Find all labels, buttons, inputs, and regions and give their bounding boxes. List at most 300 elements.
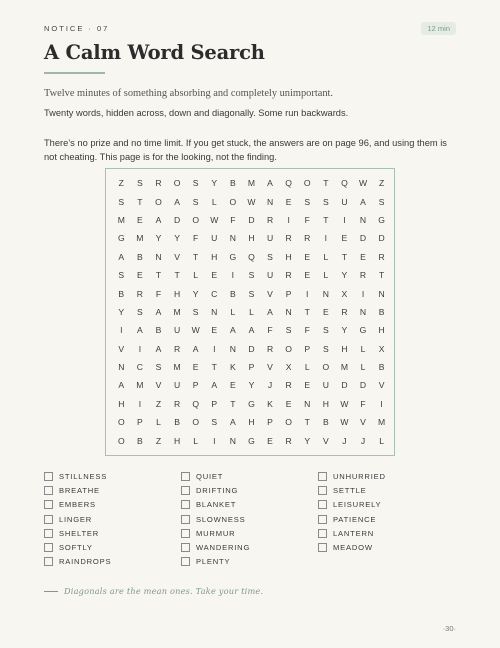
grid-letter[interactable]: N — [211, 306, 218, 317]
grid-letter[interactable]: A — [267, 306, 273, 317]
grid-letter[interactable]: B — [322, 417, 329, 428]
grid-letter[interactable]: P — [267, 417, 273, 428]
grid-letter[interactable]: N — [285, 306, 292, 317]
grid-letter[interactable]: D — [248, 214, 255, 225]
grid-letter[interactable]: D — [359, 233, 367, 244]
grid-letter[interactable]: G — [378, 214, 385, 225]
grid-letter[interactable]: F — [304, 325, 310, 336]
grid-letter[interactable]: O — [322, 362, 330, 373]
grid-letter[interactable]: E — [322, 306, 329, 317]
word-checkbox[interactable] — [181, 543, 190, 552]
grid-letter[interactable]: R — [155, 178, 162, 189]
grid-letter[interactable]: N — [322, 288, 329, 299]
grid-letter[interactable]: B — [137, 435, 143, 446]
grid-letter[interactable]: S — [137, 306, 143, 317]
grid-letter[interactable]: N — [118, 362, 125, 373]
grid-letter[interactable]: L — [249, 306, 254, 317]
word-label: SHELTER — [59, 528, 100, 538]
grid-letter[interactable]: A — [174, 196, 180, 207]
grid-letter[interactable]: E — [304, 251, 311, 262]
grid-letter[interactable]: W — [191, 325, 200, 336]
grid-letter[interactable]: B — [229, 178, 236, 189]
grid-letter[interactable]: S — [378, 196, 385, 207]
grid-letter[interactable]: T — [155, 270, 162, 281]
grid-letter[interactable]: P — [137, 417, 143, 428]
grid-letter[interactable]: T — [378, 270, 385, 281]
word-checkbox[interactable] — [44, 515, 53, 524]
grid-letter[interactable]: A — [229, 417, 236, 428]
word-checkbox[interactable] — [44, 557, 53, 566]
word-item — [318, 540, 455, 554]
grid-letter[interactable]: L — [323, 270, 329, 281]
grid-letter[interactable]: V — [118, 343, 125, 354]
grid-letter[interactable]: N — [359, 214, 367, 225]
word-checkbox[interactable] — [44, 472, 53, 481]
word-item — [318, 469, 455, 483]
word-label: STILLNESS — [59, 471, 108, 481]
grid-letter[interactable]: O — [285, 343, 292, 354]
grid-letter[interactable]: U — [322, 380, 329, 391]
grid-letter[interactable]: U — [341, 196, 348, 207]
grid-letter[interactable]: Y — [304, 435, 311, 446]
grid-letter[interactable]: Q — [341, 178, 348, 189]
grid-letter[interactable]: O — [192, 214, 200, 225]
grid-letter[interactable]: A — [155, 214, 162, 225]
grid-letter[interactable]: E — [304, 270, 311, 281]
grid-letter[interactable]: H — [341, 343, 348, 354]
grid-letter[interactable]: Z — [378, 178, 385, 189]
grid-letter[interactable]: F — [360, 398, 366, 409]
grid-letter[interactable]: V — [378, 380, 385, 391]
title-underline — [44, 72, 105, 74]
grid-letter[interactable]: H — [378, 325, 385, 336]
word-label: LINGER — [59, 514, 93, 524]
grid-letter[interactable]: N — [229, 233, 236, 244]
grid-letter[interactable]: A — [155, 343, 162, 354]
grid-letter[interactable]: E — [285, 196, 292, 207]
grid-letter[interactable]: I — [306, 288, 309, 299]
word-item — [44, 498, 181, 512]
grid-letter[interactable]: B — [155, 325, 162, 336]
grid-letter[interactable]: V — [174, 251, 180, 262]
grid-letter[interactable]: R — [359, 270, 367, 281]
grid-letter[interactable]: B — [229, 288, 236, 299]
word-checkbox[interactable] — [44, 529, 53, 538]
grid-letter[interactable]: T — [323, 214, 329, 225]
grid-letter[interactable]: K — [267, 398, 273, 409]
grid-letter[interactable]: S — [322, 343, 329, 354]
grid-letter[interactable]: R — [341, 306, 348, 317]
grid-letter[interactable]: P — [192, 380, 199, 391]
instructions-text: There’s no prize and no time limit. If you get stuck, the answers are on page 96, and using them is not cheating. This page is for the looking, not the finding. — [44, 138, 447, 162]
grid-letter[interactable]: J — [360, 435, 366, 446]
grid-letter[interactable]: L — [156, 417, 161, 428]
grid-letter[interactable]: M — [173, 362, 181, 373]
grid-letter[interactable]: R — [285, 435, 292, 446]
grid-letter[interactable]: Y — [248, 380, 255, 391]
grid-letter[interactable]: D — [359, 380, 367, 391]
grid-letter[interactable]: W — [358, 178, 368, 189]
grid-letter[interactable]: A — [118, 251, 125, 262]
grid-letter[interactable]: S — [155, 362, 162, 373]
grid-letter[interactable]: O — [285, 417, 292, 428]
grid-letter[interactable]: Y — [155, 233, 162, 244]
grid-letter[interactable]: N — [378, 288, 385, 299]
grid-letter[interactable]: C — [211, 288, 218, 299]
grid-letter[interactable]: R — [285, 270, 292, 281]
grid-letter[interactable]: Y — [211, 178, 218, 189]
grid-letter[interactable]: L — [211, 196, 217, 207]
grid-letter[interactable]: I — [343, 214, 346, 225]
grid-letter[interactable]: V — [267, 288, 273, 299]
word-label: SOFTLY — [59, 543, 93, 553]
grid-letter[interactable]: F — [155, 288, 162, 299]
grid-letter[interactable]: S — [267, 251, 273, 262]
intro-text: Twenty words, hidden across, down and diagonally. Some run backwards. — [44, 108, 349, 118]
grid-letter[interactable]: E — [341, 233, 348, 244]
word-item — [181, 498, 318, 512]
grid-letter[interactable]: R — [285, 380, 292, 391]
grid-letter[interactable]: S — [192, 196, 199, 207]
grid-letter[interactable]: Y — [192, 288, 199, 299]
grid-letter[interactable]: E — [211, 270, 218, 281]
grid-letter[interactable]: P — [211, 398, 218, 409]
word-checkbox[interactable] — [44, 486, 53, 495]
grid-letter[interactable]: L — [193, 435, 199, 446]
grid-letter[interactable]: R — [136, 288, 143, 299]
grid-letter[interactable]: I — [361, 288, 365, 299]
grid-letter[interactable]: T — [211, 362, 217, 373]
word-checkbox[interactable] — [44, 500, 53, 509]
grid-letter[interactable]: T — [193, 251, 199, 262]
grid-letter[interactable]: U — [173, 325, 181, 336]
word-label: LEISURELY — [333, 500, 382, 510]
word-checkbox[interactable] — [181, 557, 190, 566]
word-item — [44, 512, 181, 526]
grid-letter[interactable]: Y — [174, 233, 180, 244]
grid-letter[interactable]: S — [248, 270, 255, 281]
grid-letter[interactable]: M — [117, 214, 125, 225]
grid-letter[interactable]: S — [118, 196, 125, 207]
grid-letter[interactable]: U — [266, 233, 274, 244]
grid-letter[interactable]: S — [322, 196, 329, 207]
word-checkbox[interactable] — [318, 529, 327, 538]
word-item — [318, 498, 455, 512]
grid-letter[interactable]: R — [173, 343, 181, 354]
grid-letter[interactable]: T — [230, 398, 236, 409]
word-checkbox[interactable] — [318, 515, 327, 524]
subtitle: Twelve minutes of something absorbing and completely unimportant. — [44, 88, 333, 99]
grid-letter[interactable]: I — [138, 343, 142, 354]
grid-letter[interactable]: E — [285, 398, 292, 409]
grid-letter[interactable]: F — [304, 214, 310, 225]
grid-letter[interactable]: R — [285, 233, 292, 244]
grid-letter[interactable]: S — [322, 325, 329, 336]
hint — [44, 586, 263, 596]
word-item — [44, 555, 181, 569]
grid-letter[interactable]: H — [248, 417, 255, 428]
word-item — [181, 512, 318, 526]
grid-letter[interactable]: N — [229, 343, 236, 354]
word-item — [44, 483, 181, 497]
grid-letter[interactable]: T — [304, 417, 310, 428]
word-label: PLENTY — [196, 557, 231, 567]
hint-dash — [44, 591, 58, 592]
grid-letter[interactable]: Z — [155, 398, 162, 409]
grid-letter[interactable]: R — [173, 398, 181, 409]
grid-letter[interactable]: R — [378, 251, 385, 262]
grid-letter[interactable]: M — [340, 362, 348, 373]
grid-letter[interactable]: G — [359, 325, 367, 336]
grid-letter[interactable]: N — [229, 435, 236, 446]
word-item — [318, 483, 455, 497]
grid-letter[interactable]: Y — [341, 270, 348, 281]
word-item — [181, 483, 318, 497]
grid-letter[interactable]: W — [247, 196, 256, 207]
grid-letter[interactable]: V — [360, 417, 366, 428]
word-item — [181, 469, 318, 483]
top-bar — [44, 24, 456, 36]
grid-letter[interactable]: I — [380, 398, 383, 409]
grid-letter[interactable]: L — [323, 251, 329, 262]
grid-letter[interactable]: E — [360, 251, 366, 262]
grid-letter[interactable]: C — [136, 362, 143, 373]
word-item — [181, 526, 318, 540]
grid-letter[interactable]: A — [248, 325, 255, 336]
grid-letter[interactable]: L — [193, 270, 199, 281]
word-search-grid — [112, 174, 391, 450]
grid-letter[interactable]: R — [266, 214, 274, 225]
grid-letter[interactable]: W — [340, 398, 349, 409]
grid-letter[interactable]: Y — [118, 306, 125, 317]
grid-letter[interactable]: S — [248, 288, 255, 299]
grid-letter[interactable]: H — [118, 398, 125, 409]
word-checkbox[interactable] — [181, 529, 190, 538]
word-checkbox[interactable] — [318, 486, 327, 495]
grid-letter[interactable]: D — [378, 233, 385, 244]
grid-letter[interactable]: T — [341, 251, 348, 262]
grid-letter[interactable]: I — [231, 270, 235, 281]
grid-letter[interactable]: M — [136, 233, 144, 244]
grid-letter[interactable]: O — [117, 435, 125, 446]
grid-letter[interactable]: W — [340, 417, 349, 428]
grid-letter[interactable]: X — [341, 288, 348, 299]
grid-letter[interactable]: M — [173, 306, 181, 317]
grid-letter[interactable]: I — [287, 214, 290, 225]
word-item — [318, 512, 455, 526]
grid-letter[interactable]: I — [120, 325, 123, 336]
word-label: MEADOW — [333, 543, 373, 553]
word-label: SLOWNESS — [196, 514, 246, 524]
grid-letter[interactable]: N — [155, 251, 162, 262]
word-label: WANDERING — [196, 543, 251, 553]
word-label: SETTLE — [333, 485, 367, 495]
grid-letter[interactable]: U — [211, 233, 218, 244]
grid-letter[interactable]: O — [155, 196, 162, 207]
word-label: DRIFTING — [196, 485, 239, 495]
grid-letter[interactable]: U — [266, 270, 274, 281]
grid-letter[interactable]: T — [323, 178, 329, 189]
word-checkbox[interactable] — [318, 500, 327, 509]
word-item — [318, 526, 455, 540]
grid-letter[interactable]: M — [247, 178, 256, 189]
grid-letter[interactable]: V — [267, 362, 273, 373]
grid-letter[interactable]: S — [192, 178, 199, 189]
grid-letter[interactable]: R — [266, 343, 274, 354]
grid-letter[interactable]: T — [304, 306, 310, 317]
grid-letter[interactable]: J — [267, 380, 273, 391]
grid-letter[interactable]: H — [173, 435, 181, 446]
grid-letter[interactable]: S — [118, 270, 125, 281]
grid-letter[interactable]: Z — [118, 178, 124, 189]
grid-letter[interactable]: Q — [248, 251, 255, 262]
grid-letter[interactable]: I — [324, 233, 328, 244]
grid-letter[interactable]: W — [210, 214, 219, 225]
word-label: EMBERS — [59, 500, 96, 510]
grid-letter[interactable]: J — [342, 435, 347, 446]
grid-letter[interactable]: A — [267, 178, 273, 189]
word-label: BLANKET — [196, 500, 237, 510]
grid-letter[interactable]: I — [213, 343, 216, 354]
grid-letter[interactable]: O — [192, 417, 200, 428]
grid-letter[interactable]: D — [341, 380, 348, 391]
grid-letter[interactable]: B — [137, 251, 143, 262]
grid-letter[interactable]: U — [173, 380, 181, 391]
word-list — [44, 469, 464, 569]
word-checkbox[interactable] — [181, 472, 190, 481]
grid-letter[interactable]: M — [378, 417, 386, 428]
word-label: QUIET — [196, 471, 224, 481]
grid-letter[interactable]: B — [378, 362, 385, 373]
grid-letter[interactable]: E — [137, 270, 143, 281]
grid-letter[interactable]: A — [229, 325, 236, 336]
word-label: RAINDROPS — [59, 557, 112, 567]
word-item — [181, 555, 318, 569]
grid-letter[interactable]: L — [379, 435, 384, 446]
word-checkbox[interactable] — [181, 486, 190, 495]
grid-letter[interactable]: L — [304, 362, 310, 373]
grid-letter[interactable]: N — [266, 196, 274, 207]
word-checkbox[interactable] — [318, 543, 327, 552]
grid-letter[interactable]: A — [118, 380, 125, 391]
grid-letter[interactable]: O — [303, 178, 311, 189]
grid-letter[interactable]: T — [137, 196, 143, 207]
page-title: A Calm Word Search — [44, 41, 265, 64]
word-label: BREATHE — [59, 485, 100, 495]
grid-letter[interactable]: K — [229, 362, 236, 373]
grid-letter[interactable]: G — [248, 435, 255, 446]
grid-letter[interactable]: E — [267, 435, 273, 446]
word-checkbox[interactable] — [318, 472, 327, 481]
word-label: PATIENCE — [333, 514, 377, 524]
grid-letter[interactable]: Y — [341, 325, 348, 336]
page-number: ·30· — [442, 624, 456, 633]
grid-letter[interactable]: N — [359, 306, 367, 317]
grid-letter[interactable]: B — [118, 288, 125, 299]
word-item — [44, 469, 181, 483]
grid-letter[interactable]: N — [304, 398, 311, 409]
grid-letter[interactable]: Q — [285, 178, 292, 189]
word-item — [44, 540, 181, 554]
grid-letter[interactable]: G — [117, 233, 125, 244]
word-label: UNHURRIED — [333, 471, 386, 481]
grid-letter[interactable]: D — [248, 343, 255, 354]
grid-letter[interactable]: H — [173, 288, 181, 299]
grid-letter[interactable]: H — [211, 251, 218, 262]
grid-letter[interactable]: A — [211, 380, 218, 391]
word-search-frame — [105, 168, 395, 456]
grid-letter[interactable]: A — [155, 306, 162, 317]
word-checkbox[interactable] — [181, 500, 190, 509]
grid-letter[interactable]: D — [173, 214, 181, 225]
grid-letter[interactable]: H — [322, 398, 329, 409]
grid-letter[interactable]: X — [378, 343, 385, 354]
grid-letter[interactable]: G — [229, 251, 237, 262]
grid-letter[interactable]: E — [211, 325, 218, 336]
grid-letter[interactable]: S — [304, 196, 311, 207]
time-badge: 12 min — [421, 22, 456, 35]
grid-letter[interactable]: I — [213, 435, 216, 446]
grid-letter[interactable]: F — [193, 233, 199, 244]
grid-letter[interactable]: G — [248, 398, 255, 409]
grid-letter[interactable]: F — [267, 325, 273, 336]
grid-letter[interactable]: B — [378, 306, 385, 317]
grid-letter[interactable]: P — [248, 362, 255, 373]
grid-letter[interactable]: P — [285, 288, 292, 299]
grid-letter[interactable]: F — [230, 214, 236, 225]
grid-letter[interactable]: L — [230, 306, 236, 317]
grid-letter[interactable]: M — [136, 380, 144, 391]
grid-letter[interactable]: H — [285, 251, 292, 262]
grid-letter[interactable]: I — [138, 398, 142, 409]
word-item — [44, 526, 181, 540]
grid-letter[interactable]: R — [304, 233, 311, 244]
grid-letter[interactable]: L — [360, 362, 366, 373]
grid-letter[interactable]: B — [174, 417, 180, 428]
grid-letter[interactable]: A — [137, 325, 143, 336]
grid-letter[interactable]: E — [192, 362, 199, 373]
grid-letter[interactable]: S — [285, 325, 292, 336]
grid-letter[interactable]: S — [137, 178, 143, 189]
grid-letter[interactable]: X — [285, 362, 292, 373]
grid-letter[interactable]: E — [304, 380, 311, 391]
grid-letter[interactable]: O — [117, 417, 125, 428]
grid-letter[interactable]: A — [192, 343, 199, 354]
grid-letter[interactable]: L — [360, 343, 366, 354]
section-kicker: NOTICE · 07 — [44, 24, 110, 33]
grid-letter[interactable]: O — [173, 178, 181, 189]
grid-letter[interactable]: A — [360, 196, 366, 207]
grid-letter[interactable]: V — [322, 435, 329, 446]
grid-letter[interactable]: P — [304, 343, 311, 354]
grid-letter[interactable]: V — [155, 380, 162, 391]
word-checkbox[interactable] — [44, 543, 53, 552]
grid-letter[interactable]: E — [229, 380, 236, 391]
grid-letter[interactable]: Q — [192, 398, 200, 409]
grid-letter[interactable]: T — [174, 270, 180, 281]
grid-letter[interactable]: O — [229, 196, 237, 207]
word-label: LANTERN — [333, 528, 375, 538]
word-checkbox[interactable] — [181, 515, 190, 524]
grid-letter[interactable]: S — [192, 306, 199, 317]
grid-letter[interactable]: H — [248, 233, 255, 244]
word-label: MURMUR — [196, 528, 236, 538]
grid-letter[interactable]: S — [211, 417, 218, 428]
hint-text: Diagonals are the mean ones. Take your time. — [64, 586, 264, 596]
word-item — [181, 540, 318, 554]
grid-letter[interactable]: Z — [155, 435, 162, 446]
grid-letter[interactable]: E — [137, 214, 143, 225]
